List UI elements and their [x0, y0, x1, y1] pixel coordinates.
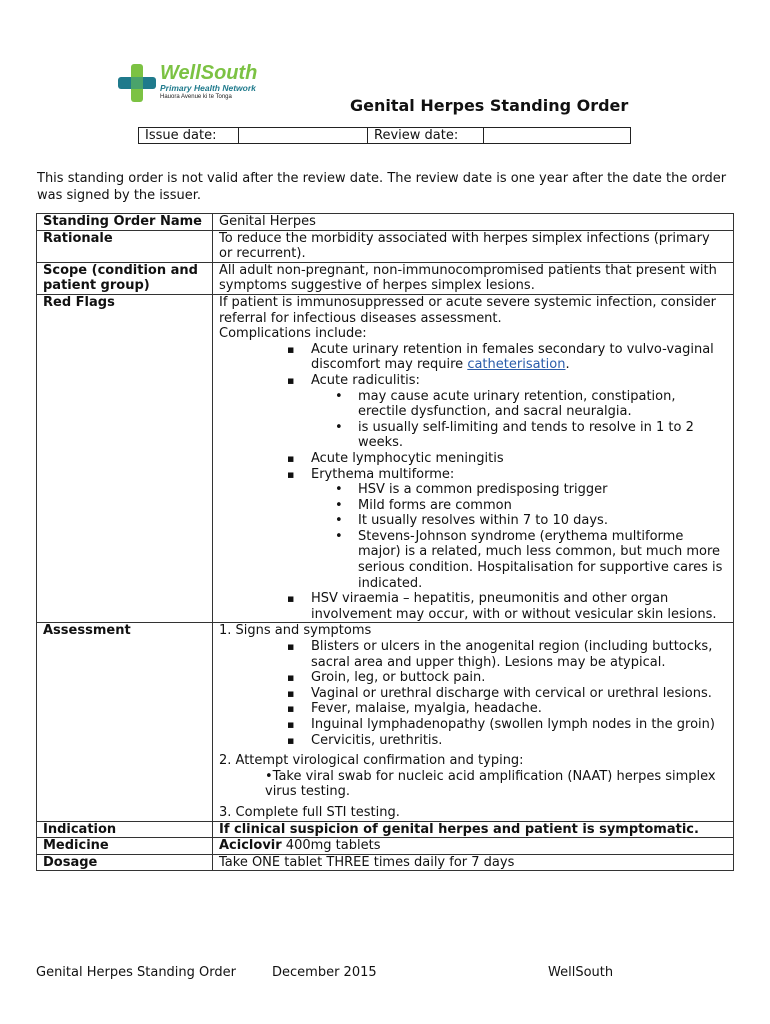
drug-form: 400mg tablets: [281, 838, 381, 854]
sti-testing: 3. Complete full STI testing.: [219, 804, 400, 820]
table-row: [37, 230, 734, 262]
red-flags-intro: If patient is immunosuppressed or acute severe systemic infection, consider referral for infectious diseases assessment.: [219, 294, 716, 326]
complications-label: Complications include:: [219, 326, 367, 342]
virology-label: 2. Attempt virological confirmation and typing:: [219, 753, 524, 769]
table-row: [37, 838, 734, 855]
row-label: Assessment: [37, 623, 213, 821]
row-label: Red Flags: [37, 294, 213, 622]
medicine-value: [213, 838, 734, 855]
row-label: Dosage: [37, 854, 213, 871]
signs-list: [219, 639, 727, 748]
footer-org: WellSouth: [548, 965, 614, 980]
list-item: ▪ HSV viraemia – hepatitis, pneumonitis and other organ involvement may occur, with or without vesicular skin lesions.: [287, 591, 727, 622]
row-label: Medicine: [37, 838, 213, 855]
cross-icon: [118, 64, 156, 102]
list-item: ▪ Cervicitis, urethritis.: [287, 733, 727, 749]
urinary-end: .: [565, 357, 570, 373]
list-item: [287, 467, 727, 592]
row-label: Scope (condition and patient group): [37, 262, 213, 294]
row-value: To reduce the morbidity associated with herpes simplex infections (primary or recurrent).: [213, 230, 734, 262]
list-item: • may cause acute urinary retention, constipation, erectile dysfunction, and sacral neuralgia.: [335, 389, 727, 420]
standing-order-table: [36, 213, 734, 871]
list-item: ▪ Fever, malaise, myalgia, headache.: [287, 701, 727, 717]
table-row: [37, 214, 734, 231]
row-label: Standing Order Name: [37, 214, 213, 231]
validity-note: This standing order is not valid after the review date. The review date is one year after the date the order was signed by the issuer.: [37, 171, 727, 203]
signs-label: 1. Signs and symptoms: [219, 623, 372, 639]
radiculitis-list: [311, 389, 727, 451]
erythema-text: Erythema multiforme:: [311, 466, 455, 482]
table-row: [37, 262, 734, 294]
footer-date: December 2015: [272, 965, 377, 980]
row-value: Take ONE tablet THREE times daily for 7 days: [213, 854, 734, 871]
table-row: [37, 821, 734, 838]
list-item: • is usually self-limiting and tends to resolve in 1 to 2 weeks.: [335, 420, 727, 451]
list-item: [287, 342, 727, 373]
row-value: All adult non-pregnant, non-immunocompromised patients that present with symptoms suggestive of herpes simplex lesions.: [213, 262, 734, 294]
list-item: • HSV is a common predisposing trigger: [335, 482, 727, 498]
logo-name: WellSouth: [160, 62, 258, 84]
date-table: [138, 127, 631, 144]
assessment-content: [213, 623, 734, 821]
table-row: [37, 623, 734, 821]
list-item: ▪ Inguinal lymphadenopathy (swollen lymph nodes in the groin): [287, 717, 727, 733]
list-item: • It usually resolves within 7 to 10 days.: [335, 513, 727, 529]
list-item: ▪ Groin, leg, or buttock pain.: [287, 670, 727, 686]
page-title: Genital Herpes Standing Order: [350, 96, 629, 115]
wellsouth-logo: [118, 62, 288, 104]
footer-doc: Genital Herpes Standing Order: [36, 965, 236, 980]
radiculitis-text: Acute radiculitis:: [311, 372, 420, 388]
table-row: [37, 854, 734, 871]
erythema-list: [311, 482, 727, 591]
list-item: ▪ Acute lymphocytic meningitis: [287, 451, 727, 467]
logo-subtitle: Primary Health Network: [160, 83, 256, 93]
review-date-field[interactable]: [484, 128, 631, 144]
issue-date-field[interactable]: [239, 128, 368, 144]
row-label: Rationale: [37, 230, 213, 262]
drug-name: Aciclovir: [219, 838, 282, 854]
review-date-label: Review date:: [368, 128, 484, 144]
issue-date-label: Issue date:: [139, 128, 239, 144]
urinary-text: Acute urinary retention in females secondary to vulvo-vaginal discomfort may require: [311, 341, 714, 373]
catheterisation-link[interactable]: catheterisation: [467, 357, 566, 373]
virology-item: •Take viral swab for nucleic acid amplification (NAAT) herpes simplex virus testing.: [265, 768, 716, 800]
row-label: Indication: [37, 821, 213, 838]
list-item: ▪ Vaginal or urethral discharge with cervical or urethral lesions.: [287, 686, 727, 702]
list-item: ▪ Blisters or ulcers in the anogenital region (including buttocks, sacral area and upper thigh). Lesions may be atypical.: [287, 639, 727, 670]
complications-list: [219, 342, 727, 623]
logo-tagline: Hauora Avenue ki te Tonga: [160, 94, 232, 100]
row-value: If clinical suspicion of genital herpes and patient is symptomatic.: [213, 821, 734, 838]
row-value: Genital Herpes: [213, 214, 734, 231]
list-item: [287, 373, 727, 451]
table-row: [37, 294, 734, 622]
list-item: • Mild forms are common: [335, 498, 727, 514]
red-flags-content: [213, 294, 734, 622]
list-item: • Stevens-Johnson syndrome (erythema multiforme major) is a related, much less common, but much more serious condition. Hospitalisation for supportive cares is indicated.: [335, 529, 727, 591]
